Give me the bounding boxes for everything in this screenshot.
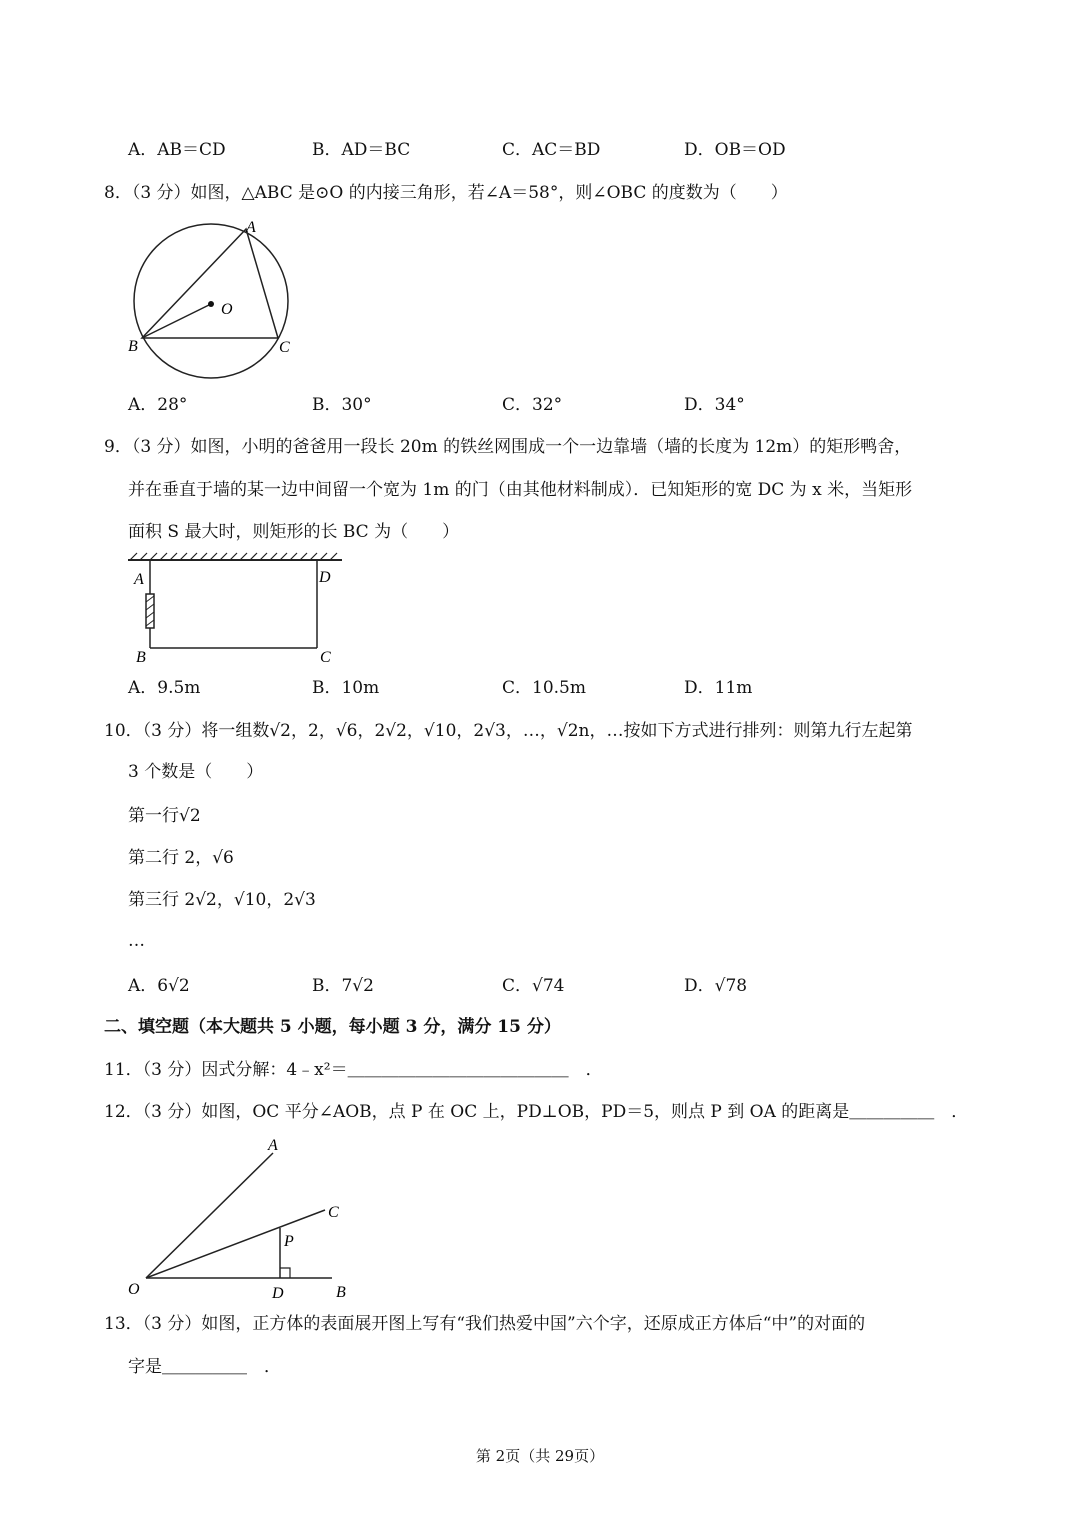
label-b: B [136, 649, 146, 666]
q7-option-c: C．AC＝BD [502, 140, 601, 160]
center-point-o [208, 301, 214, 307]
q10-option-c: C．√74 [502, 976, 565, 996]
q7-option-d: D．OB＝OD [684, 140, 786, 160]
wall-hatching [130, 553, 337, 560]
q9-option-d: D．11m [684, 678, 753, 698]
q10-stem-line-1: 10．（3 分）将一组数√2，2，√6，2√2，√10，2√3，…，√2n，…按如下方式进行排列：则第九行左起第 [104, 721, 913, 741]
q13-stem-line-2: 字是＿＿＿＿＿ ． [128, 1357, 281, 1377]
q10-row-ellipsis: … [128, 931, 145, 951]
label-p: P [284, 1233, 294, 1250]
label-b: B [128, 338, 138, 355]
label-c: C [328, 1204, 339, 1221]
q9-rectangle-figure [120, 548, 350, 674]
q7-option-b: B．AD＝BC [312, 140, 411, 160]
q12-text: 12．（3 分）如图，OC 平分∠AOB，点 P 在 OC 上，PD⊥OB，PD＝5，则点 P 到 OA 的距离是＿＿＿＿＿ ． [104, 1102, 969, 1122]
right-angle-mark [280, 1268, 290, 1278]
label-b: B [336, 1284, 346, 1301]
q7-option-a: A．AB＝CD [128, 140, 226, 160]
q8-option-b: B．30° [312, 395, 372, 415]
ray-oc [146, 1210, 325, 1278]
ray-oa [146, 1153, 273, 1278]
q13-stem-line-1: 13．（3 分）如图，正方体的表面展开图上写有“我们热爱中国”六个字，还原成正方体后“中”的对面的 [104, 1314, 866, 1334]
q9-stem-line-2: 并在垂直于墙的某一边中间留一个宽为 1m 的门（由其他材料制成）．已知矩形的宽 DC 为 x 米，当矩形 [128, 480, 913, 500]
q7-options [128, 138, 948, 162]
q8-options [128, 393, 948, 417]
q10-option-b: B．7√2 [312, 976, 374, 996]
q9-option-b: B．10m [312, 678, 380, 698]
q10-row-2: 第二行 2，√6 [128, 848, 234, 868]
q8-option-c: C．32° [502, 395, 563, 415]
page-number: 第 2页（共 29页） [475, 1447, 605, 1465]
q9-options [128, 676, 948, 700]
label-o: O [221, 301, 233, 318]
label-a: A [134, 571, 144, 588]
q9-option-a: A．9.5m [128, 678, 201, 698]
q10-option-d: D．√78 [684, 976, 748, 996]
q9-option-c: C．10.5m [502, 678, 586, 698]
q9-stem-line-1: 9．（3 分）如图，小明的爸爸用一段长 20m 的铁丝网围成一个一边靠墙（墙的长度为 12m）的矩形鸭舍， [104, 437, 912, 457]
q11-text: 11．（3 分）因式分解：4﹣x²＝＿＿＿＿＿＿＿＿＿＿＿＿＿ ． [104, 1060, 603, 1080]
label-c: C [320, 649, 331, 666]
q10-row-3: 第三行 2√2，√10，2√3 [128, 890, 316, 910]
label-a: A [246, 219, 256, 236]
q12-angle-figure [120, 1130, 370, 1306]
q8-stem: 8．（3 分）如图，△ABC 是⊙O 的内接三角形，若∠A＝58°，则∠OBC 的度数为（ ） [104, 183, 788, 203]
q10-stem-line-2: 3 个数是（ ） [128, 762, 264, 782]
label-c: C [279, 339, 290, 356]
q10-options [128, 974, 948, 998]
q10-row-1: 第一行√2 [128, 806, 201, 826]
label-d: D [319, 569, 331, 586]
label-a: A [268, 1137, 278, 1154]
q8-circle-figure [120, 208, 310, 388]
section-heading: 二、填空题（本大题共 5 小题，每小题 3 分，满分 15 分） [104, 1017, 561, 1037]
q8-option-a: A．28° [128, 395, 188, 415]
q10-option-a: A．6√2 [128, 976, 190, 996]
segment-ob [142, 304, 211, 338]
q9-stem-line-3: 面积 S 最大时，则矩形的长 BC 为（ ） [128, 522, 460, 542]
label-o: O [128, 1281, 140, 1298]
q8-option-d: D．34° [684, 395, 745, 415]
triangle-abc [142, 229, 278, 338]
label-d: D [272, 1285, 284, 1302]
